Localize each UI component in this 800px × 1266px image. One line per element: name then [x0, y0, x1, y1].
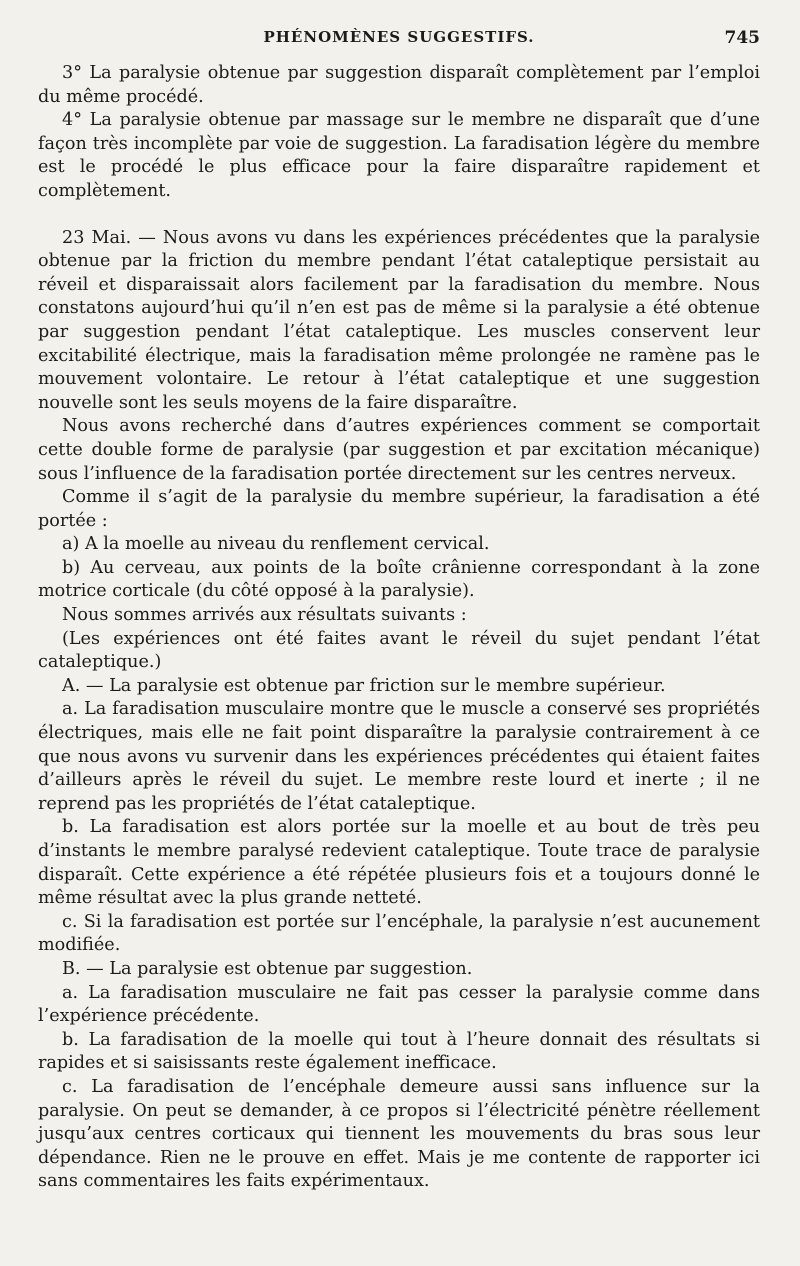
- page-header: [38, 28, 760, 56]
- page-number: 745: [724, 28, 760, 48]
- item-b-c-encephalon: c. La faradisation de l’encéphale demeure aussi sans influence sur la paralysie. On peut se demander, à ce propos si l’électricité pénètre réellement jusqu’aux centres corticaux qui tiennent les mouvements du bras sous leur dépendance. Rien ne le prouve en effet. Mais je me contente de rapporter ici sans commentaires les faits expérimentaux.: [38, 1076, 760, 1192]
- list-item-b-brain: b) Au cerveau, aux points de la boîte crânienne correspondant à la zone motrice corticale (du côté opposé à la paralysie).: [38, 557, 760, 602]
- list-item-a-spinal-cord: a) A la moelle au niveau du renflement cervical.: [62, 534, 490, 555]
- section-heading-a: A. — La paralysie est obtenue par friction sur le membre supérieur.: [62, 675, 666, 696]
- paragraph-may-23: 23 Mai. — Nous avons vu dans les expériences précédentes que la paralysie obtenue par la friction du membre pendant l’état cataleptique persistait au réveil et disparaissait alors facilement par la faradisation du membre. Nous constatons aujourd’hui qu’il n’en est pas de même si la paralysie a été obtenue par suggestion pendant l’état cataleptique. Les muscles conservent leur excitabilité électrique, mais la faradisation même prolongée ne ramène pas le mouvement volontaire. Le retour à l’état cataleptique et une suggestion nouvelle sont les seuls moyens de la faire disparaître.: [38, 227, 760, 413]
- paragraph-conclusion-4: 4° La paralysie obtenue par massage sur le membre ne disparaît que d’une façon très incomplète par voie de suggestion. La faradisation légère du membre est le procédé le plus efficace pour la faire disparaître rapidement et complètement.: [38, 110, 760, 201]
- paragraph-conclusion-3: 3° La paralysie obtenue par suggestion disparaît complètement par l’emploi du même procédé.: [38, 63, 760, 107]
- body-text: [38, 62, 760, 1194]
- paragraph-research: Nous avons recherché dans d’autres expériences comment se comportait cette double forme de paralysie (par suggestion et par excitation mécanique) sous l’influence de la faradisation portée directement sur les centres nerveux.: [38, 416, 760, 484]
- item-a-muscular: a. La faradisation musculaire montre que le muscle a conservé ses propriétés électriques, mais elle ne fait point disparaître la paralysie contrairement à ce que nous avons vu survenir dans les expériences précédentes qui étaient faites d’ailleurs après le réveil du sujet. Le membre reste lourd et inerte ; il ne reprend pas les propriétés de l’état cataleptique.: [38, 699, 760, 814]
- section-heading-b: B. — La paralysie est obtenue par suggestion.: [62, 958, 473, 979]
- item-c-encephalon: c. Si la faradisation est portée sur l’encéphale, la paralysie n’est aucunement modifiée.: [38, 911, 760, 956]
- paragraph-note: (Les expériences ont été faites avant le réveil du sujet pendant l’état cataleptique.): [38, 628, 760, 673]
- paragraph-upper-limb: Comme il s’agit de la paralysie du membre supérieur, la faradisation a été portée :: [38, 487, 760, 531]
- item-b-spinal: b. La faradisation est alors portée sur la moelle et au bout de très peu d’instants le membre paralysé redevient cataleptique. Toute trace de paralysie disparaît. Cette expérience a été répétée plusieurs fois et a toujours donné le même résultat avec la plus grande netteté.: [38, 817, 760, 909]
- running-title: PHÉNOMÈNES SUGGESTIFS.: [263, 28, 535, 46]
- paragraph-results-intro: Nous sommes arrivés aux résultats suivants :: [62, 605, 467, 626]
- item-b-a-muscular: a. La faradisation musculaire ne fait pas cesser la paralysie comme dans l’expérience précédente.: [38, 982, 760, 1027]
- item-b-b-spinal: b. La faradisation de la moelle qui tout à l’heure donnait des résultats si rapides et si saisissants reste également inefficace.: [38, 1029, 760, 1074]
